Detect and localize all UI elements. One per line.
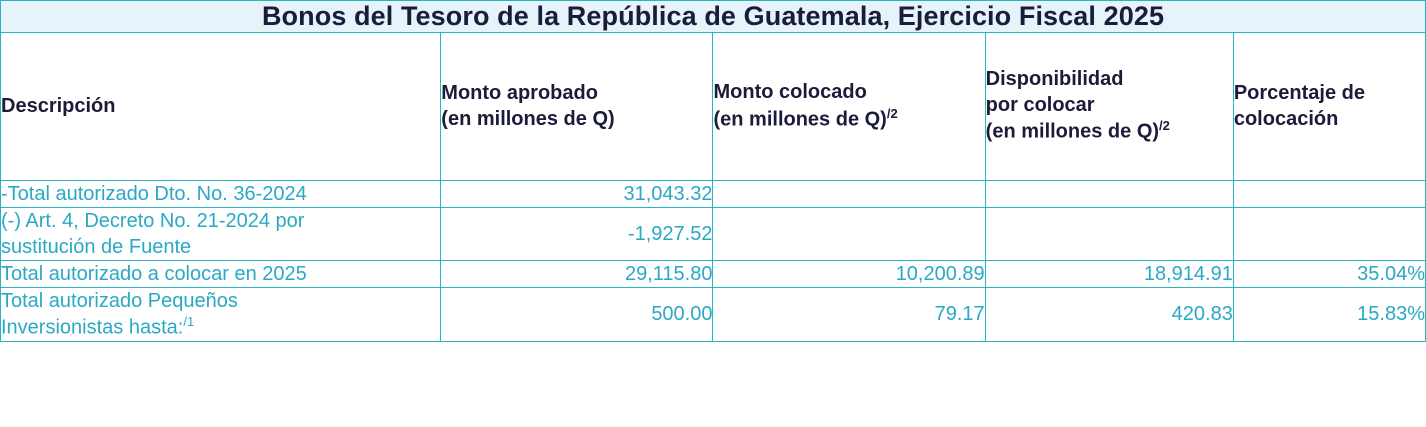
column-header-disponibilidad-line1: Disponibilidad xyxy=(985,68,1124,91)
column-header-porcentaje-line2: colocación xyxy=(1233,107,1339,130)
column-header-disponibilidad-line2: por colocar xyxy=(985,93,1095,116)
row-label xyxy=(1,288,441,342)
column-header-disponibilidad xyxy=(985,33,1233,181)
table-row xyxy=(1,288,1426,342)
column-header-monto-colocado-line1: Monto colocado xyxy=(713,81,867,104)
table-row xyxy=(1,261,1426,288)
column-header-porcentaje xyxy=(1233,33,1425,181)
row-disponibilidad xyxy=(985,181,1233,208)
column-header-descripcion-label: Descripción xyxy=(1,94,116,117)
table-row xyxy=(1,181,1426,208)
row-porcentaje xyxy=(1233,208,1425,261)
row-disponibilidad: 420.83 xyxy=(985,288,1233,342)
row-label-line2: sustitución de Fuente xyxy=(1,236,192,258)
row-monto-aprobado: -1,927.52 xyxy=(441,208,713,261)
column-header-monto-colocado xyxy=(713,33,985,181)
column-header-monto-aprobado-line1: Monto aprobado xyxy=(441,81,598,104)
row-monto-aprobado: 31,043.32 xyxy=(441,181,713,208)
column-header-disponibilidad-footnote: /2 xyxy=(1159,118,1170,134)
row-disponibilidad: 18,914.91 xyxy=(985,261,1233,288)
table-header-row xyxy=(1,33,1426,181)
column-header-monto-aprobado-line2: (en millones de Q) xyxy=(441,107,615,130)
column-header-monto-aprobado xyxy=(441,33,713,181)
row-label: -Total autorizado Dto. No. 36-2024 xyxy=(1,181,441,208)
row-monto-aprobado: 500.00 xyxy=(441,288,713,342)
row-monto-aprobado: 29,115.80 xyxy=(441,261,713,288)
row-label-line2-text: Inversionistas hasta: xyxy=(1,316,184,339)
row-porcentaje: 15.83% xyxy=(1233,288,1425,342)
row-label-line1: Total autorizado Pequeños xyxy=(1,290,238,312)
row-monto-colocado xyxy=(713,208,985,261)
row-porcentaje: 35.04% xyxy=(1233,261,1425,288)
column-header-disponibilidad-line3 xyxy=(986,118,1233,145)
row-porcentaje xyxy=(1233,181,1425,208)
row-monto-colocado: 79.17 xyxy=(713,288,985,342)
page-title: Bonos del Tesoro de la República de Guatemala, Ejercicio Fiscal 2025 xyxy=(1,1,1426,33)
row-label-footnote: /1 xyxy=(183,314,195,329)
column-header-monto-colocado-footnote: /2 xyxy=(886,105,898,121)
column-header-porcentaje-line1: Porcentaje de xyxy=(1233,81,1366,104)
row-monto-colocado xyxy=(713,181,985,208)
row-label-line1: (-) Art. 4, Decreto No. 21-2024 por xyxy=(1,210,305,232)
column-header-monto-colocado-line2-text: (en millones de Q) xyxy=(713,108,887,131)
row-label xyxy=(1,208,441,261)
row-label-line2 xyxy=(1,314,440,341)
column-header-descripcion xyxy=(1,33,441,181)
table-title-row xyxy=(1,1,1426,33)
column-header-monto-colocado-line2 xyxy=(713,106,984,133)
row-monto-colocado: 10,200.89 xyxy=(713,261,985,288)
column-header-disponibilidad-line3-text: (en millones de Q) xyxy=(985,121,1160,144)
row-label: Total autorizado a colocar en 2025 xyxy=(1,261,441,288)
row-disponibilidad xyxy=(985,208,1233,261)
table-row xyxy=(1,208,1426,261)
